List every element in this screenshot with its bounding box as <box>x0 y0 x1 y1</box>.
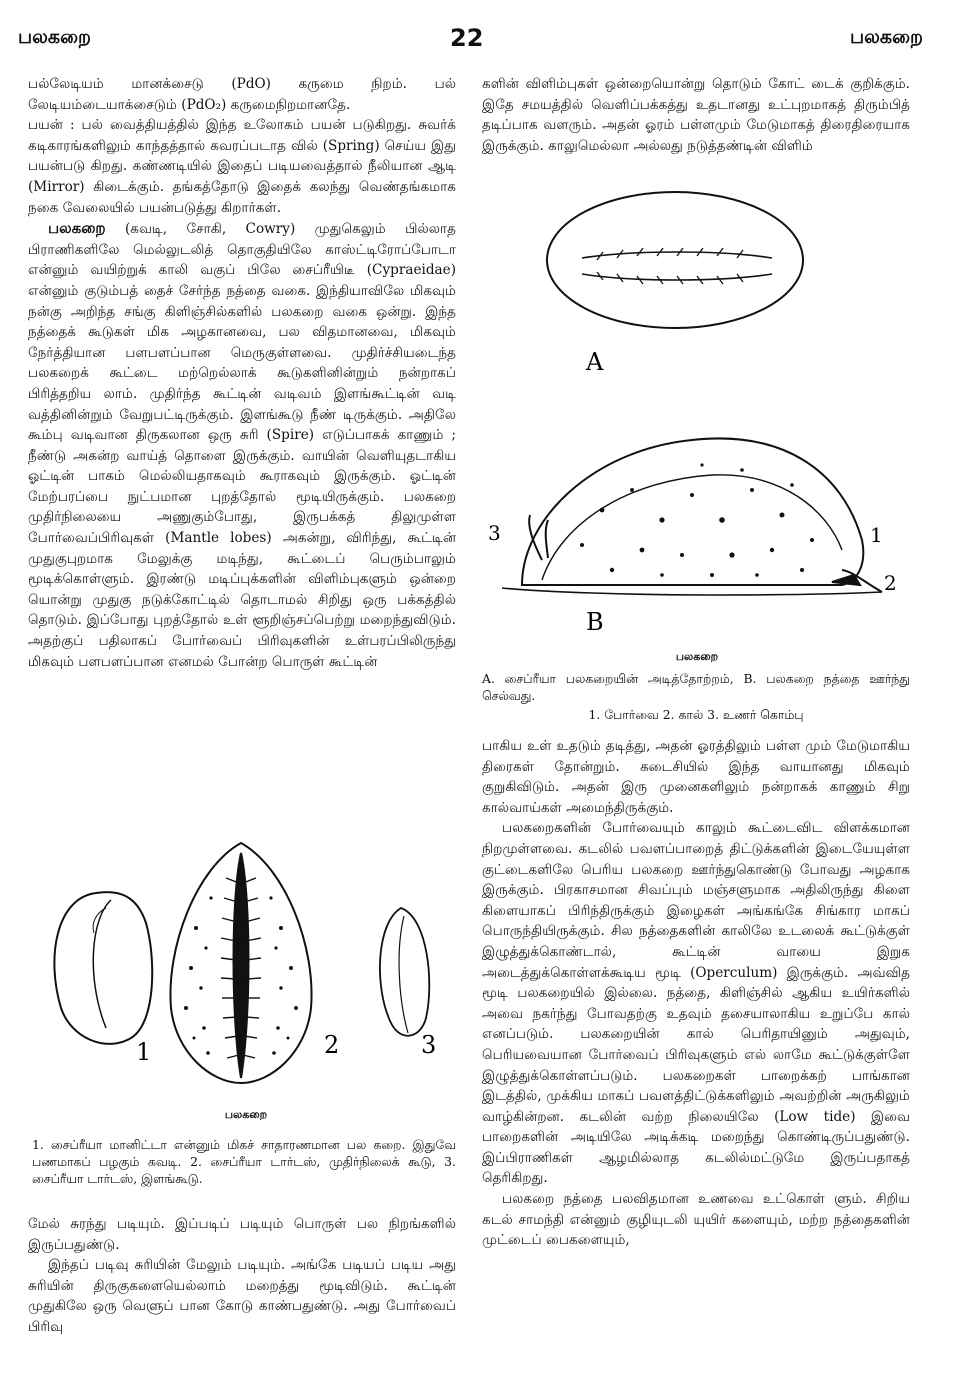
shell-2-icon <box>170 843 311 1083</box>
figure-label-3-antenna: 3 <box>488 521 501 545</box>
figure-label-1-mantle: 1 <box>870 523 883 547</box>
figure-label-a: A <box>586 348 604 376</box>
page-number: 22 <box>450 24 484 52</box>
right-figure-title: பலகறை <box>675 650 719 663</box>
shell-1-icon <box>54 892 152 1044</box>
figure-label-3: 3 <box>421 1031 437 1059</box>
paragraph-mantle-foot: பலகறைகளின் போர்வையும் காலும் கூட்டைவிட விளக்கமான நிறமுள்ளவை. கடலில் பவளப்பாறைத் திட்டுக்களின் இடையேயுள்ள குட்டைகளிலே பெரிய பலகறை ஊர்ந்துகொண்டு போவது அழகாக இருக்கும். பிரகாசமான சிவப்பும் மஞ்சளுமாக அதிலிருந்து கிளை கிளையாகப் பிரிந்திருக்கும் இழைகள் அங்கங்கே சிங்கார மாகப் பொருந்தியிருக்கும். சில நத்தைகளின் காலிலே உடலைக் கூட்டுக்குள் இழுத்துக்கொண்டால், கூட்டின் வாயை இறுக அடைத்துக்கொள்ளக்கூடிய மூடி (Operculum) இருக்கும். அவ்வித மூடி பலகறையில் இல்லை. நத்தை, கிளிஞ்சில் ஆகிய உயிர்களில் அவை நகர்ந்து போவதற்கு உதவும் தசையாலாகிய உறுப்பே கால் எனப்படும். பலகறையின் கால் பெரிதாயினும் அதுவும், பெரியவையான போர்வைப் பிரிவுகளும் எல் லாமே கூட்டுக்குள்ளே இழுத்துக்கொள்ளப்படும். பலகறைகள் பாறைக்கற் பாங்கான இடத்தில், முக்கிய மாகப் பவளத்திட்டுக்களிலும் அவற்றின் அருகிலும் வாழ்கின்றன. கடலின் வற்ற நிலையிலே (Low tide) இவை பாறைகளின் அடியிலே அடிக்கடி மறைந்து கொண்டிருப்பதுண்டு. இப்பிராணிகள் ஆழமில்லாத கடலில்மட்டுமே இருப்பதாகத் தெரிகிறது. <box>482 820 910 1187</box>
paragraph-secretion: மேல் சுரந்து படியும். இப்படிப் படியும் பொருள் பல நிறங்களில் இருப்பதுண்டு. <box>28 1216 456 1253</box>
left-figure-title: பலகறை <box>224 1108 268 1121</box>
paragraph-palladium-oxide: பல்லேடியம் மானக்சைடு (PdO) கருமை நிறம். பல் லேடியம்டையாக்சைடும் (PdO₂) கருமைநிறமானதே. <box>28 76 456 113</box>
paragraph-uses: பயன் : பல் வைத்தியத்தில் இந்த உலோகம் பயன் படுகிறது. சுவர்க் கடிகாரங்களிலும் காந்தத்தால் கவரப்படாத வில் (Spring) செய்ய இது பயன்படு கிறது. கண்ணடியில் இதைப் படியவைத்தால் நீலியான ஆடி (Mirror) கிடைக்கும். தங்கத்தோடு இதைக் கலந்து வெண்தங்கமாக நகை வேலையில் பயன்படுத்து கிறார்கள். <box>28 117 456 216</box>
right-column-top <box>482 74 910 156</box>
left-column-top <box>28 74 456 672</box>
right-figure-caption: A. சைப்ரீயா பலகறையின் அடித்தோற்றம், B. பலகறை நத்தை ஊர்ந்து செல்வது. <box>482 671 910 703</box>
crawling-cowry-icon <box>502 438 882 595</box>
paragraph-lip-edges: களின் விளிம்புகள் ஒன்றையொன்று தொடும் கோட் டைக் குறிக்கும். இதே சமயத்தில் வெளிப்பக்கத்து உதடானது உட்புறமாகத் திரும்பித் தடிப்பாக வளரும். அதன் ஓரம் பள்ளமும் மேடுமாகத் திரைதிரையாக இருக்கும். காலுமெல்லா அல்லது நடுத்தண்டின் விளிம் <box>482 76 910 154</box>
cowry-shells-figure <box>36 838 456 1088</box>
figure-label-1: 1 <box>136 1038 152 1066</box>
entry-heading: பலகறை <box>48 219 106 238</box>
running-head-left: பலகறை <box>18 26 91 48</box>
left-figure-caption: 1. சைப்ரீயா மானிட்டா என்னும் மிகச் சாதாரணமான பல கறை. இதுவே பணமாகப் பழகும் கவடி. 2. சைப்ரீயா டார்டஸ், முதிர்நிலைக் கூடு, 3. சைப்ரீயா டார்டஸ், இளங்கூடு. <box>32 1137 456 1186</box>
paragraph-spire-cover: இந்தப் படிவு சுரியின் மேலும் படியும். அங்கே படியப் படிய அது சுரியின் திருகுகளையெல்லாம் மறைத்து மூடிவிடும். கூட்டின் முதுகிலே ஒரு வெளுப் பான கோடு காண்பதுண்டு. அது போர்வைப் பிரிவு <box>28 1257 456 1335</box>
paragraph-cowry-intro <box>28 218 456 672</box>
figure-label-b: B <box>586 608 604 636</box>
figure-label-2-foot: 2 <box>884 571 897 595</box>
shell-underside-icon <box>547 192 803 328</box>
shell-3-icon <box>380 908 429 1036</box>
running-head-right: பலகறை <box>850 26 923 48</box>
paragraph-food: பலகறை நத்தை பலவிதமான உணவை உட்கொள் ளும். சிறிய கடல் சாமந்தி என்னும் குழியுடலி யுயிர் களையும், மற்ற நத்தைகளின் முட்டைப் பைகளையும், <box>482 1191 910 1249</box>
paragraph-inner-lip: பாகிய உள் உதடும் தடித்து, அதன் ஓரத்திலும் பள்ள மும் மேடுமாகிய திரைகள் தோன்றும். கடைசியில் இந்த வாயானது மிகவும் குறுகிவிடும். அதன் இரு முனைகளிலும் நன்றாகக் காணும் சிறு கால்வாய்கள் அமைந்திருக்கும். <box>482 738 910 816</box>
cowry-anatomy-figure <box>482 190 912 640</box>
right-figure-legend: 1. போர்வை 2. கால் 3. உணர் கொம்பு <box>588 707 804 722</box>
figure-label-2: 2 <box>324 1031 340 1059</box>
entry-text: (கவடி, சோகி, Cowry) முதுகெலும் பில்லாத பிராணிகளிலே மெல்லுடலித் தொகுதியிலே காஸ்ட்டிரோப்போடா என்னும் வயிற்றுக் காலி வகுப் பிலே சைப்ரீயிடீ (Cypraeidae) என்னும் குடும்பத் தைச் சேர்ந்த நத்தை வகை. இந்தியாவிலே மிகவும் நன்கு அறிந்த சங்கு கிளிஞ்சில்களில் பலகறை வகை ஒன்று. இந்த நத்தைக் கூடுகள் மிக அழகானவை, பல விதமானவை, மிகவும் நேர்த்தியான பளபளப்பான மெருகுள்ளவை. முதிர்ச்சியடைந்த பலகறைக் கூட்டை மற்றெல்லாக் கூடுகளினின்றும் நன்றாகப் பிரித்தறிய லாம். முதிர்ந்த கூட்டின் வடிவம் இளங்கூட்டின் வடி வத்தினின்றும் வேறுபட்டிருக்கும். இளங்கூடு நீண் டிருக்கும். அதிலே கூம்பு வடிவான திருகலான ஒரு சுரி (Spire) எடுப்பாகக் காணும் ; நீண்டு அகன்ற வாய்த் தொளை இருக்கும். வாயின் வெளியுதடாகிய ஓட்டின் பாகம் மெல்லியதாகவும் கூராகவும் இருக்கும். ஓட்டின் மேற்பரப்பை நுட்பமான புறத்தோல் மூடியிருக்கும். பலகறை முதிர்நிலையை அணுகும்போது, இருபக்கத் திலுமுள்ள போர்வைப்பிரிவுகள் (Mantle lobes) அகன்று, விரிந்து, கூட்டின் முதுகுபுறமாக மேலுக்கு மடிந்து, கூட்டைப் பெரும்பாலும் மூடிக்கொள்ளும். இரண்டு மடிப்புக்களின் விளிம்புகளும் ஒன்றை யொன்று முதுகு நடுக்கோட்டில் தொடாமல் சிறிது ஒரு பக்கத்தில் தொடும். இப்போது புறத்தோல் உள் ளூறிஞ்சப்பெற்று மறைந்துவிடும். அதற்குப் பதிலாகப் போர்வைப் பிரிவுகளின் உள்பரப்பிலிருந்து மிகவும் பளபளப்பான எனமல் போன்ற பொருள் கூட்டின் <box>28 221 456 670</box>
left-column-bottom <box>28 1214 456 1338</box>
right-column-bottom <box>482 736 910 1251</box>
